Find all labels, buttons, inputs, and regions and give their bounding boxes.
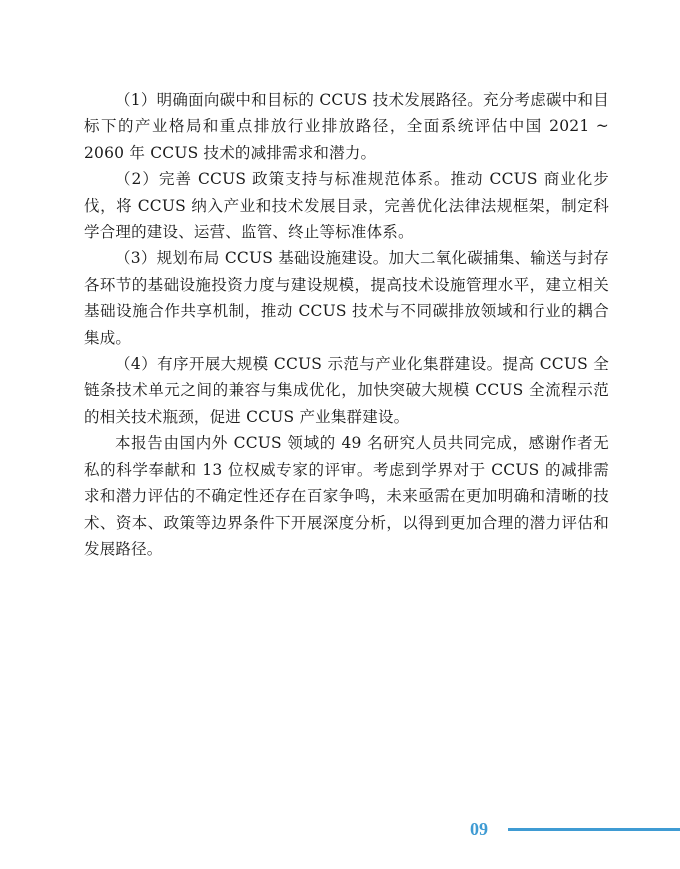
paragraph-4: （4）有序开展大规模 CCUS 示范与产业化集群建设。提高 CCUS 全链条技术单元之间的兼容与集成优化，加快突破大规模 CCUS 全流程示范的相关技术瓶颈，促进 CCUS 产业集群建设。 (84, 355, 609, 426)
paragraph-2: （2）完善 CCUS 政策支持与标准规范体系。推动 CCUS 商业化步伐，将 CCUS 纳入产业和技术发展目录，完善优化法律法规框架，制定科学合理的建设、运营、监管、终止等标准体系。 (84, 170, 609, 242)
body-text (84, 87, 609, 562)
paragraph-3: （3）规划布局 CCUS 基础设施建设。加大二氧化碳捕集、输送与封存各环节的基础设施投资力度与建设规模，提高技术设施管理水平，建立相关基础设施合作共享机制，推动 CCUS 技术与不同碳排放领域和行业的耦合集成。 (84, 249, 609, 347)
paragraph-1: （1）明确面向碳中和目标的 CCUS 技术发展路径。充分考虑碳中和目标下的产业格局和重点排放行业排放路径，全面系统评估中国 2021 ~ 2060 年 CCUS 技术的减排需求和潜力。 (84, 91, 609, 162)
paragraph-5: 本报告由国内外 CCUS 领域的 49 名研究人员共同完成，感谢作者无私的科学奉献和 13 位权威专家的评审。考虑到学界对于 CCUS 的减排需求和潜力评估的不确定性还存在百家争鸣，未来亟需在更加明确和清晰的技术、资本、政策等边界条件下开展深度分析，以得到更加合理的潜力评估和发展路径。 (84, 434, 609, 558)
footer-rule (508, 828, 680, 831)
page-number: 09 (470, 819, 488, 839)
